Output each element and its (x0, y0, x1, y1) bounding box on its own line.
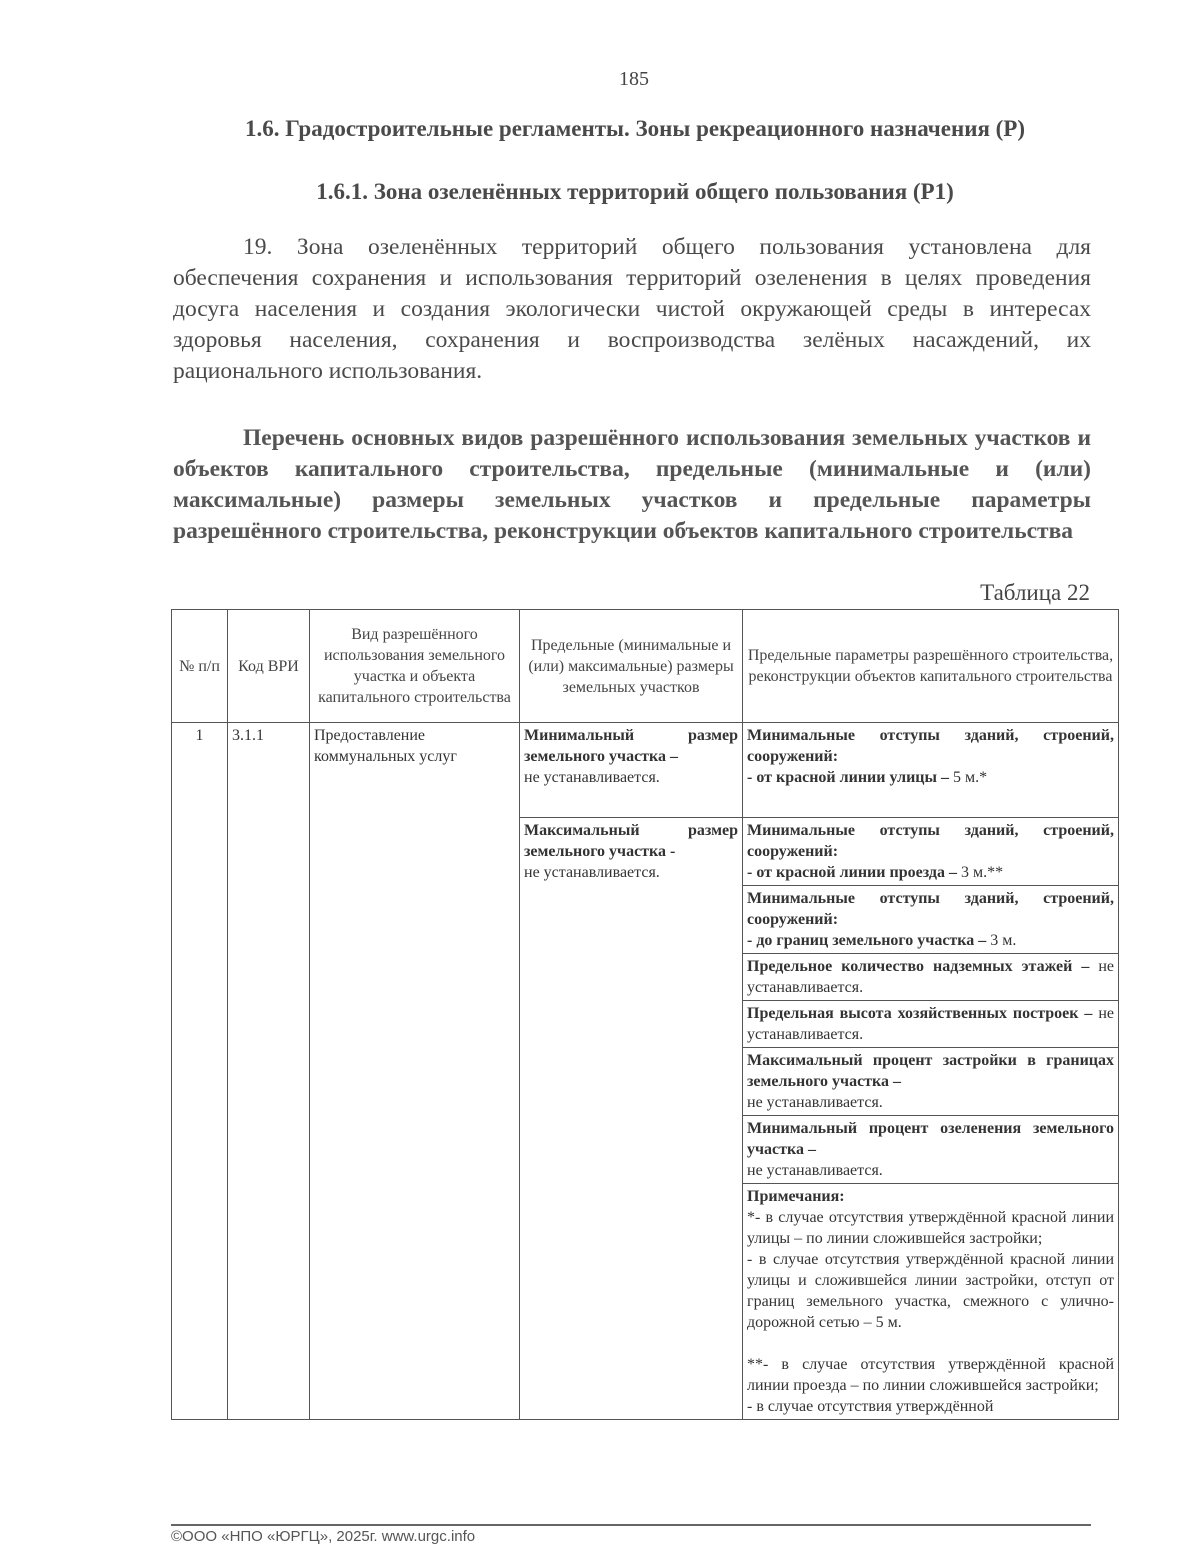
cell-size-min (520, 723, 743, 818)
param-7-value: не устанавливается. (747, 1162, 883, 1179)
notes-title: Примечания: (747, 1188, 845, 1205)
size-min-label: Минимальный размер земельного участка – (524, 727, 738, 765)
cell-kind: Предоставление коммунальных услуг (310, 723, 520, 1420)
param-5-value: не устанавливается. (747, 1005, 1114, 1043)
note-2: - в случае отсутствия утверждённой красной линии улицы и сложившейся линии застройки, отступ от границ земельного участка, смежного с улично-дорожной сетью – 5 м. (747, 1251, 1114, 1331)
subsection-heading: 1.6.1. Зона озеленённых территорий общего пользования (Р1) (316, 179, 954, 204)
param-2-value: 3 м.** (956, 864, 1004, 881)
cell-param-red-line-passage (743, 818, 1119, 886)
table-row (172, 723, 1119, 818)
cell-notes (743, 1184, 1119, 1420)
param-7-label: Минимальный процент озеленения земельного участка – (747, 1120, 1114, 1158)
cell-param-red-line-street (743, 723, 1119, 818)
table-header-row (172, 610, 1119, 723)
size-max-value: не устанавливается. (524, 864, 660, 881)
param-4-value: не устанавливается. (747, 958, 1114, 996)
header-params: Предельные параметры разрешённого строительства, реконструкции объектов капитального строительства (743, 610, 1119, 723)
header-code: Код ВРИ (228, 610, 310, 723)
size-min-value: не устанавливается. (524, 769, 660, 786)
param-1-line: - от красной линии улицы – (747, 769, 949, 786)
param-5-label: Предельная высота хозяйственных построек – (747, 1005, 1093, 1022)
cell-param-height (743, 1001, 1119, 1048)
param-3-value: 3 м. (986, 932, 1017, 949)
section-heading: 1.6. Градостроительные регламенты. Зоны рекреационного назначения (Р) (244, 116, 1026, 141)
cell-code: 3.1.1 (228, 723, 310, 1420)
table-caption: Таблица 22 (980, 580, 1090, 605)
cell-size-max (520, 818, 743, 1420)
cell-param-build-percent (743, 1048, 1119, 1116)
header-size: Предельные (минимальные и (или) максимальные) размеры земельных участков (520, 610, 743, 723)
param-1-label: Минимальные отступы зданий, строений, сооружений: (747, 727, 1114, 765)
zone-description-paragraph: 19. Зона озеленённых территорий общего пользования установлена для обеспечения сохранения и использования территорий озеленения в целях проведения досуга населения и создания экологически чистой окружающей среды в интересах здоровья населения, сохранения и воспроизводства зелёных насаждений, их рационального использования. (173, 234, 1091, 384)
param-6-value: не устанавливается. (747, 1094, 883, 1111)
cell-num: 1 (172, 723, 228, 1420)
list-title: Перечень основных видов разрешённого использования земельных участков и объектов капитального строительства, предельные (минимальные и (или) максимальные) размеры земельных участков и предельные параметры разрешённого строительства, реконструкции объектов капитального строительства (173, 425, 1091, 544)
param-3-label: Минимальные отступы зданий, строений, сооружений: (747, 890, 1114, 928)
cell-param-green-percent (743, 1116, 1119, 1184)
header-num: № п/п (172, 610, 228, 723)
param-2-line: - от красной линии проезда – (747, 864, 957, 881)
footer-copyright: ©ООО «НПО «ЮРГЦ», 2025г. www.urgc.info (171, 1528, 476, 1545)
regulations-table (171, 609, 1119, 1420)
size-max-label: Максимальный размер земельного участка - (524, 822, 738, 860)
param-4-label: Предельное количество надземных этажей – (747, 958, 1090, 975)
param-2-label: Минимальные отступы зданий, строений, сооружений: (747, 822, 1114, 860)
param-1-value: 5 м.* (949, 769, 988, 786)
page-number: 185 (619, 68, 649, 90)
note-1: *- в случае отсутствия утверждённой красной линии улицы – по линии сложившейся застройки; (747, 1209, 1114, 1247)
note-4: - в случае отсутствия утверждённой (747, 1398, 994, 1415)
footer-divider (171, 1524, 1091, 1526)
header-kind: Вид разрешённого использования земельного участка и объекта капитального строительства (310, 610, 520, 723)
cell-param-plot-border (743, 886, 1119, 954)
note-3: **- в случае отсутствия утверждённой красной линии проезда – по линии сложившейся застройки; (747, 1356, 1114, 1394)
param-3-line: - до границ земельного участка – (747, 932, 987, 949)
param-6-label: Максимальный процент застройки в границах земельного участка – (747, 1052, 1114, 1090)
cell-param-floors (743, 954, 1119, 1001)
